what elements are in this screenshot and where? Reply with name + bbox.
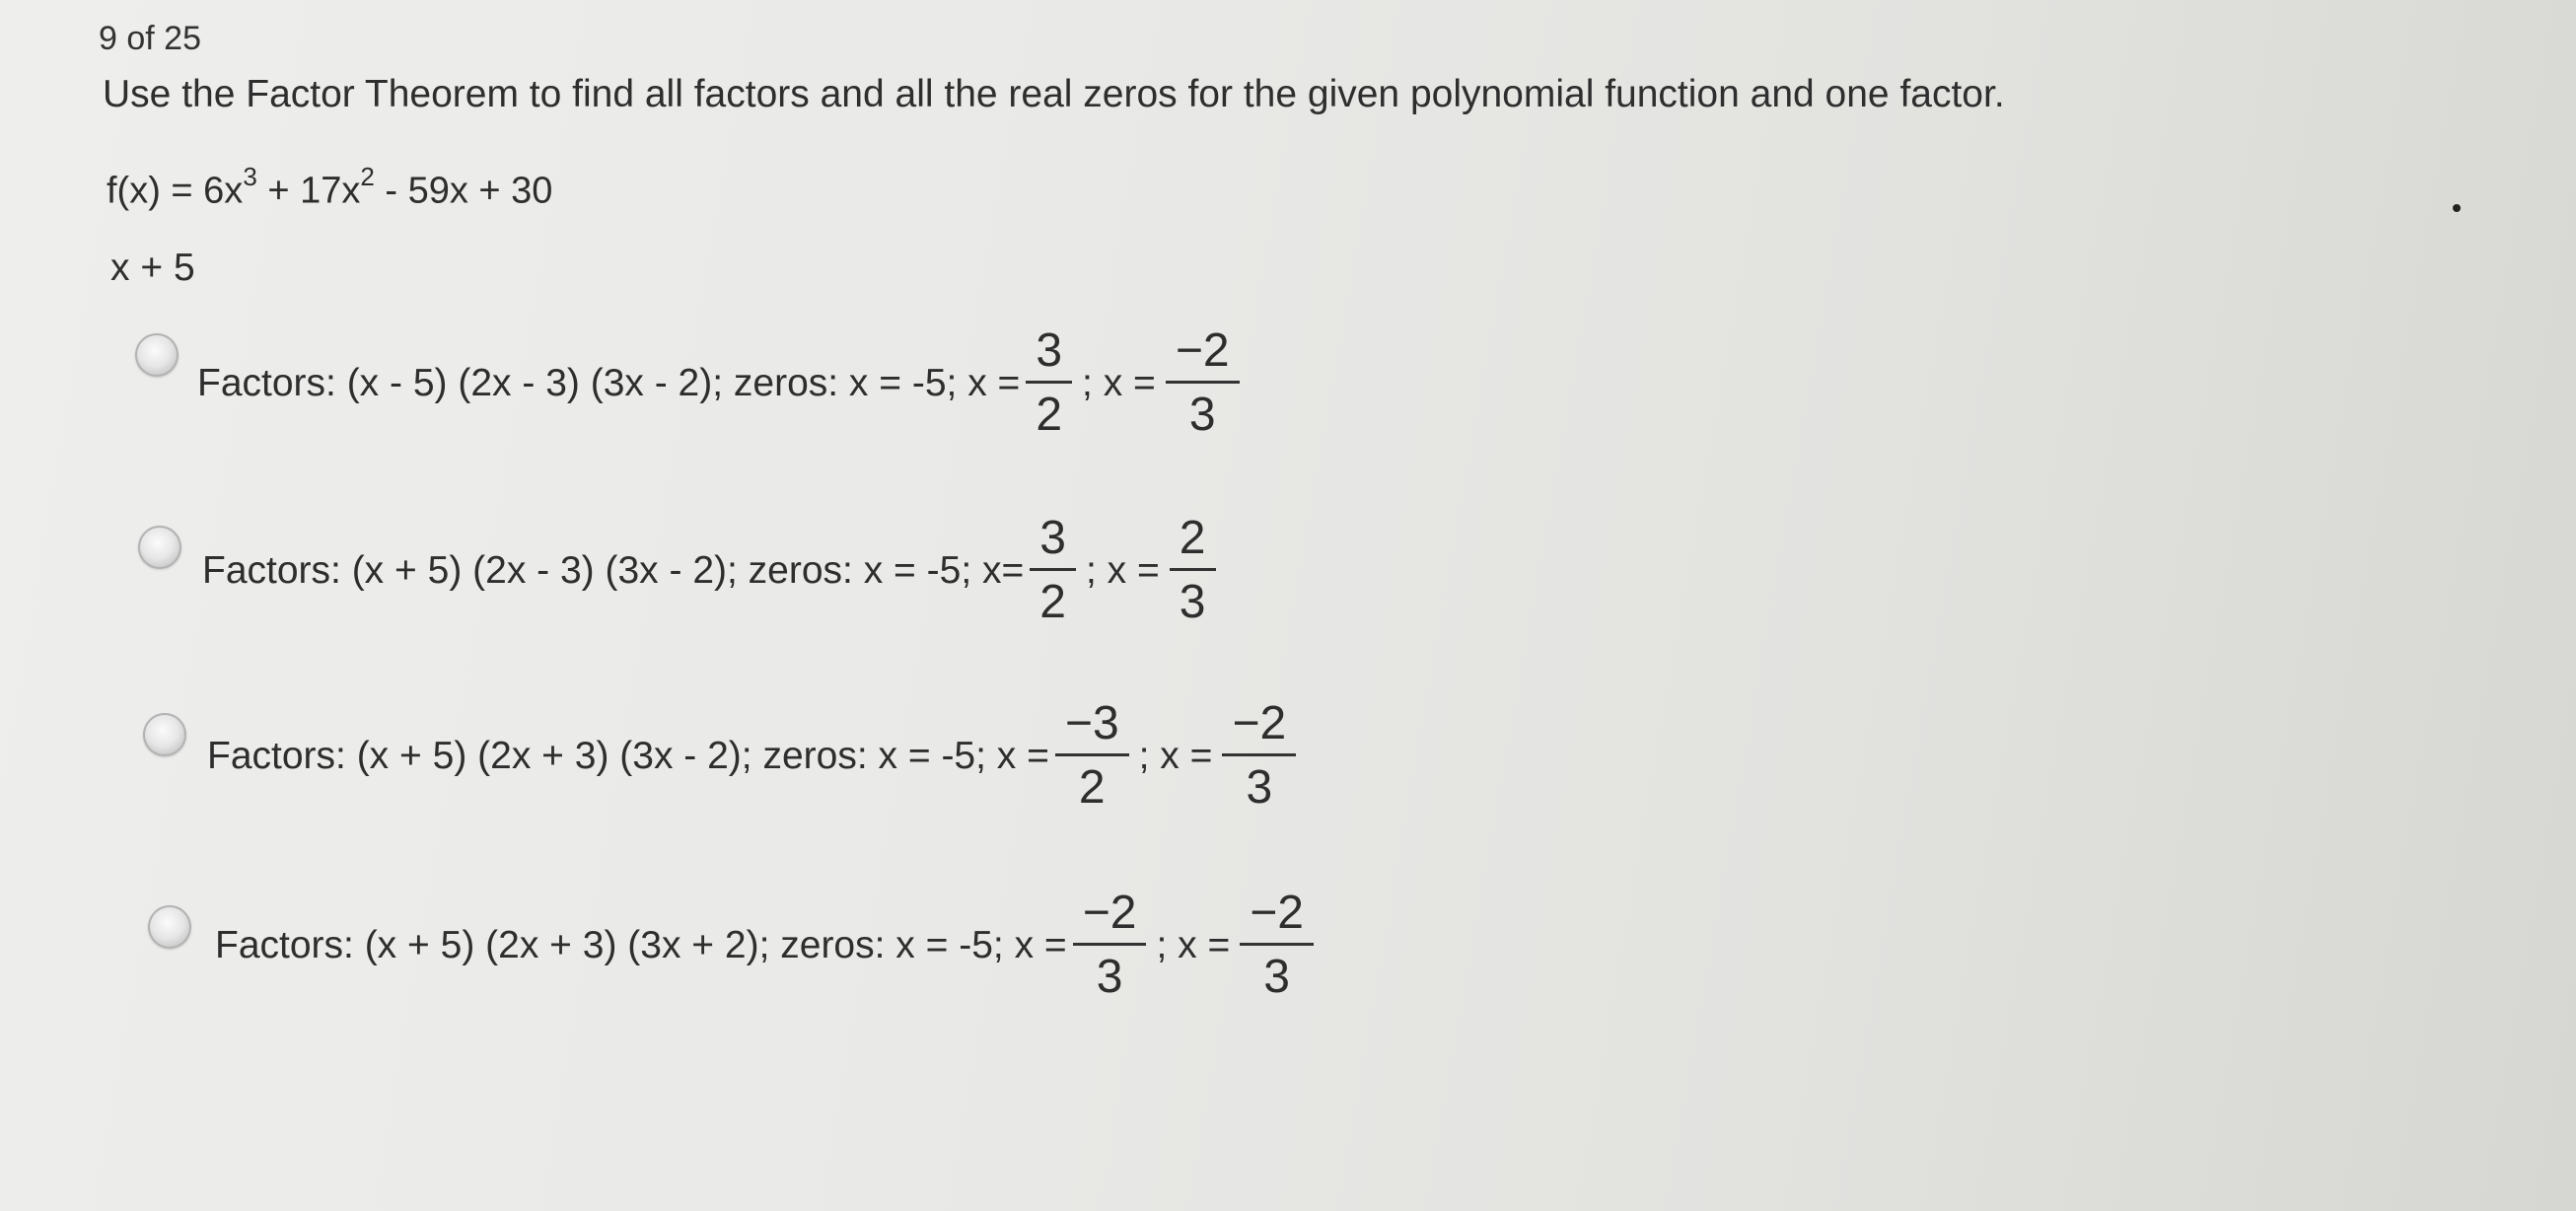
option-2-fraction-2: [1170, 512, 1216, 628]
option-4-content: [215, 887, 1320, 1003]
fraction-numerator: −2: [1073, 890, 1147, 946]
option-1-content: [197, 324, 1246, 441]
stray-dot-mark: [2453, 204, 2461, 212]
answer-option-3[interactable]: [0, 698, 1677, 836]
option-4-fraction-2: [1240, 887, 1314, 1003]
fraction-numerator: −2: [1240, 890, 1314, 946]
exponent-cubed: 3: [243, 162, 257, 191]
option-3-content: [207, 697, 1302, 814]
fraction-denominator: 2: [1039, 576, 1066, 628]
option-3-separator: ; x =: [1138, 734, 1213, 777]
question-prompt: Use the Factor Theorem to find all factors and all the real zeros for the given polynomial function and one factor.: [103, 73, 2005, 115]
fraction-numerator: 3: [1026, 327, 1072, 384]
option-4-text: Factors: (x + 5) (2x + 3) (3x + 2); zeros: x = -5; x =: [215, 923, 1067, 966]
option-3-fraction-1: [1055, 697, 1129, 814]
fraction-denominator: 3: [1263, 951, 1290, 1003]
option-4-fraction-1: [1073, 887, 1147, 1003]
option-1-text: Factors: (x - 5) (2x - 3) (3x - 2); zeros: x = -5; x =: [197, 361, 1021, 404]
fraction-denominator: 3: [1179, 576, 1206, 628]
radio-button-option-3[interactable]: [143, 713, 186, 756]
fraction-numerator: −2: [1166, 327, 1240, 384]
fraction-denominator: 3: [1188, 389, 1216, 441]
function-suffix: - 59x + 30: [374, 170, 553, 212]
fraction-numerator: −2: [1222, 700, 1296, 756]
option-1-fraction-2: [1166, 324, 1240, 441]
function-prefix: f(x) = 6x: [107, 170, 244, 212]
radio-button-option-4[interactable]: [148, 905, 191, 949]
option-2-content: [202, 512, 1222, 628]
option-4-separator: ; x =: [1156, 923, 1231, 966]
option-3-text: Factors: (x + 5) (2x + 3) (3x - 2); zeros: x = -5; x =: [207, 734, 1049, 777]
option-2-separator: ; x =: [1086, 548, 1160, 592]
polynomial-function: [107, 162, 553, 213]
answer-option-1[interactable]: [0, 325, 1677, 463]
exponent-squared: 2: [360, 162, 375, 191]
question-counter: 9 of 25: [99, 20, 201, 57]
radio-button-option-2[interactable]: [138, 526, 181, 569]
answer-option-4[interactable]: [0, 888, 1677, 1026]
fraction-denominator: 3: [1246, 761, 1273, 814]
option-2-text: Factors: (x + 5) (2x - 3) (3x - 2); zeros: x = -5; x=: [202, 548, 1025, 592]
fraction-numerator: 2: [1170, 515, 1216, 571]
given-factor: x + 5: [110, 247, 195, 289]
radio-button-option-1[interactable]: [135, 333, 179, 377]
fraction-denominator: 3: [1096, 951, 1123, 1003]
fraction-denominator: 2: [1036, 389, 1063, 441]
option-1-separator: ; x =: [1082, 361, 1156, 404]
fraction-denominator: 2: [1078, 761, 1106, 814]
option-3-fraction-2: [1222, 697, 1296, 814]
fraction-numerator: 3: [1030, 515, 1076, 571]
option-2-fraction-1: [1030, 512, 1076, 628]
answer-option-2[interactable]: [0, 513, 1677, 651]
option-1-fraction-1: [1026, 324, 1072, 441]
function-middle: + 17x: [256, 170, 361, 212]
fraction-numerator: −3: [1055, 700, 1129, 756]
